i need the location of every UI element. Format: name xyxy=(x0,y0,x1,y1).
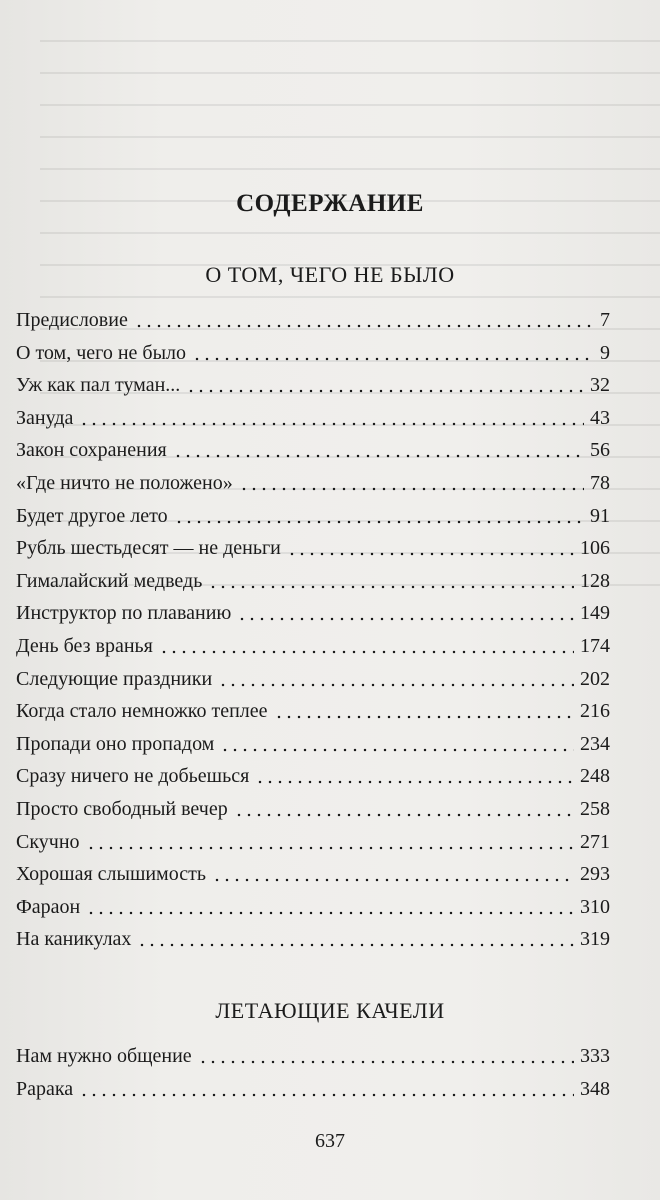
entry-title: Будет другое лето xyxy=(16,504,168,527)
entry-title: Пропади оно пропадом xyxy=(16,732,215,755)
page-number: 637 xyxy=(315,1130,345,1152)
toc-entry xyxy=(16,1042,610,1075)
toc-entry xyxy=(16,730,610,763)
dot-leader xyxy=(86,830,574,850)
dot-leader xyxy=(192,341,594,361)
dot-leader xyxy=(218,667,574,687)
toc-entry xyxy=(16,762,610,795)
entry-title: Предисловие xyxy=(16,309,128,331)
section-title: О ТОМ, ЧЕГО НЕ БЫЛО xyxy=(205,262,455,287)
dot-leader xyxy=(287,536,574,556)
entry-page: 149 xyxy=(580,602,610,625)
entry-title: Нам нужно общение xyxy=(16,1045,192,1067)
entry-page: 234 xyxy=(580,732,610,755)
dot-leader xyxy=(255,764,574,784)
dot-leader xyxy=(186,373,584,393)
entry-page: 248 xyxy=(580,765,610,788)
toc-entry xyxy=(16,339,610,372)
entry-title: Скучно xyxy=(16,830,80,853)
section-title: ЛЕТАЮЩИЕ КАЧЕЛИ xyxy=(215,998,445,1023)
entry-page: 56 xyxy=(590,439,610,462)
toc-entry xyxy=(16,893,610,926)
toc-entry xyxy=(16,1075,610,1108)
entry-page: 258 xyxy=(580,797,610,820)
toc-entry xyxy=(16,306,610,339)
entry-page: 128 xyxy=(580,569,610,592)
entry-title: Гималайский медведь xyxy=(16,569,203,592)
entry-title: Зануда xyxy=(16,406,74,429)
dot-leader xyxy=(212,862,574,882)
toc-entry xyxy=(16,469,610,502)
dot-leader xyxy=(239,471,584,491)
entry-page: 293 xyxy=(580,863,610,886)
entry-page: 216 xyxy=(580,700,610,723)
dot-leader xyxy=(79,406,584,426)
entry-title: Когда стало немножко теплее xyxy=(16,700,268,723)
entry-page: 106 xyxy=(580,537,610,560)
entry-title: Рубль шестьдесят — не деньги xyxy=(16,537,281,560)
toc-entry xyxy=(16,795,610,828)
dot-leader xyxy=(198,1044,574,1064)
toc-entry xyxy=(16,436,610,469)
entry-page: 43 xyxy=(590,406,610,429)
toc-entry xyxy=(16,404,610,437)
dot-leader xyxy=(159,634,574,654)
entry-title: Сразу ничего не добьешься xyxy=(16,765,250,788)
entry-title: Просто свободный вечер xyxy=(16,797,228,820)
entry-page: 348 xyxy=(580,1077,610,1100)
dot-leader xyxy=(234,797,574,817)
entry-title: Фараон xyxy=(16,895,81,918)
dot-leader xyxy=(174,504,584,524)
toc-entry xyxy=(16,925,610,958)
toc-entry xyxy=(16,534,610,567)
toc-entry xyxy=(16,567,610,600)
toc-entry xyxy=(16,697,610,730)
entry-title: День без вранья xyxy=(16,634,153,657)
entry-page: 333 xyxy=(580,1045,610,1067)
toc-list xyxy=(16,306,610,958)
toc-entry xyxy=(16,632,610,665)
toc-entry xyxy=(16,665,610,698)
entry-title: Уж как пал туман... xyxy=(16,374,181,397)
toc-entry xyxy=(16,828,610,861)
dot-leader xyxy=(220,732,574,752)
entry-title: Рарака xyxy=(16,1077,74,1100)
entry-page: 91 xyxy=(590,504,610,527)
dot-leader xyxy=(237,601,574,621)
entry-page: 9 xyxy=(600,341,610,364)
entry-page: 32 xyxy=(590,374,610,397)
entry-title: О том, чего не было xyxy=(16,341,187,364)
entry-page: 319 xyxy=(580,928,610,951)
entry-page: 78 xyxy=(590,471,610,494)
dot-leader xyxy=(137,927,574,947)
entry-title: На каникулах xyxy=(16,928,132,951)
toc-entry xyxy=(16,371,610,404)
toc-list xyxy=(16,1042,610,1107)
dot-leader xyxy=(173,438,584,458)
entry-title: Инструктор по плаванию xyxy=(16,602,232,625)
entry-title: Закон сохранения xyxy=(16,439,167,462)
entry-title: Хорошая слышимость xyxy=(16,863,206,886)
dot-leader xyxy=(86,895,574,915)
entry-page: 7 xyxy=(600,309,610,331)
toc-entry xyxy=(16,599,610,632)
toc-entry xyxy=(16,502,610,535)
entry-page: 271 xyxy=(580,830,610,853)
entry-page: 310 xyxy=(580,895,610,918)
entry-page: 202 xyxy=(580,667,610,690)
toc-entry xyxy=(16,860,610,893)
dot-leader xyxy=(208,569,574,589)
dot-leader xyxy=(79,1077,574,1097)
dot-leader xyxy=(274,699,574,719)
entry-title: «Где ничто не положено» xyxy=(16,471,233,494)
entry-title: Следующие праздники xyxy=(16,667,213,690)
entry-page: 174 xyxy=(580,634,610,657)
contents-title: СОДЕРЖАНИЕ xyxy=(236,190,424,217)
dot-leader xyxy=(134,308,594,328)
